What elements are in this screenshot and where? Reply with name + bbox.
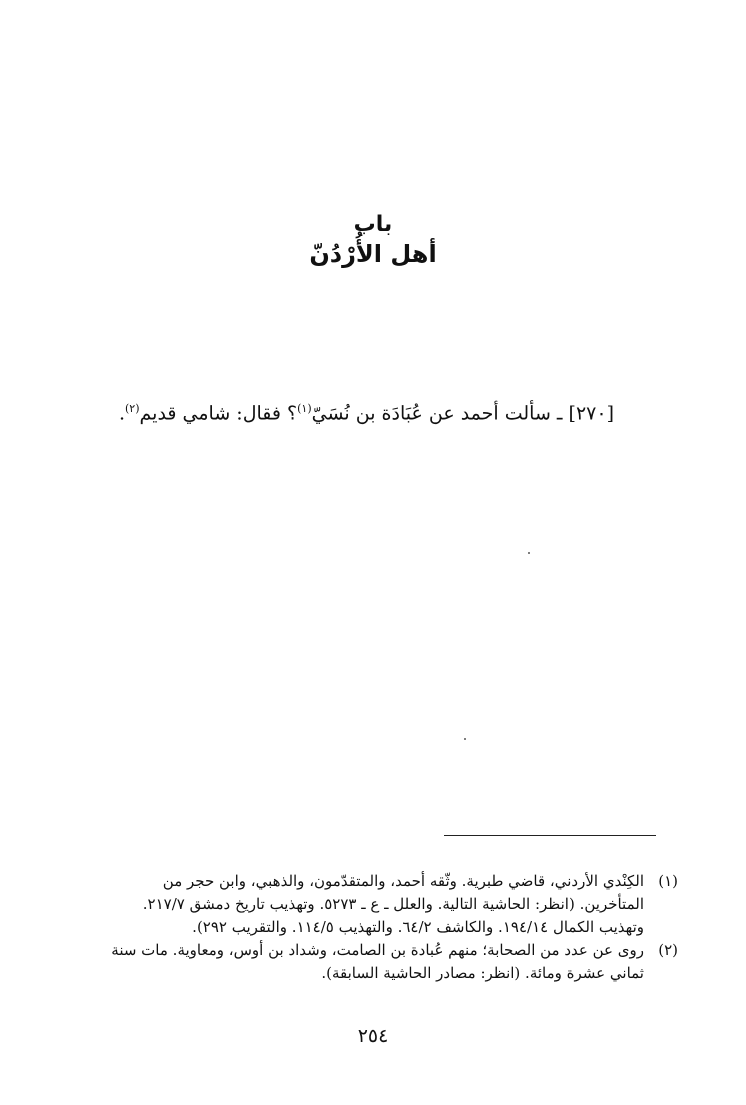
footnotes — [66, 870, 678, 985]
footnote-text — [66, 870, 644, 939]
footnote-ref-2[interactable]: (٢) — [125, 402, 140, 415]
footnote-line: المتأخرين. (انظر: الحاشية التالية. والعلل ـ ع ـ ٥٢٧٣. وتهذيب تاريخ دمشق ٢١٧/٧. — [142, 895, 644, 913]
entry-text-2: ؟ فقال: شامي قديم — [139, 402, 298, 425]
entry-number: [٢٧٠] — [568, 402, 614, 425]
chapter-label: باب — [353, 212, 393, 237]
footnote-line: ثماني عشرة ومائة. (انظر: مصادر الحاشية السابقة). — [321, 964, 644, 982]
chapter-title: أهل الأُرْدُنّ — [309, 240, 437, 268]
footnote-2 — [66, 939, 678, 985]
footnote-line: روى عن عدد من الصحابة؛ منهم عُبادة بن الصامت، وشداد بن أوس، ومعاوية. مات سنة — [111, 941, 644, 959]
page-number: ٢٥٤ — [357, 1025, 389, 1047]
footnote-separator — [444, 835, 656, 836]
entry-text: ـ سألت أحمد عن عُبَادَة بن نُسَيّ — [311, 402, 563, 425]
scan-speck — [528, 552, 530, 554]
footnote-line: الكِنْدي الأردني، قاضي طبرية. وثّقه أحمد، والمتقدّمون، والذهبي، وابن حجر من — [162, 872, 644, 890]
footnote-ref-1[interactable]: (١) — [297, 402, 312, 415]
scan-speck — [464, 738, 466, 740]
footnote-text — [66, 939, 644, 985]
footnote-marker: (٢) — [658, 941, 678, 959]
footnote-marker: (١) — [658, 872, 678, 890]
footnote-line: وتهذيب الكمال ١٩٤/١٤. والكاشف ٦٤/٢. والتهذيب ١١٤/٥. والتقريب ٢٩٢). — [192, 918, 644, 936]
footnote-1 — [66, 870, 678, 939]
entry-end: . — [118, 402, 125, 425]
entry-paragraph — [100, 394, 614, 428]
